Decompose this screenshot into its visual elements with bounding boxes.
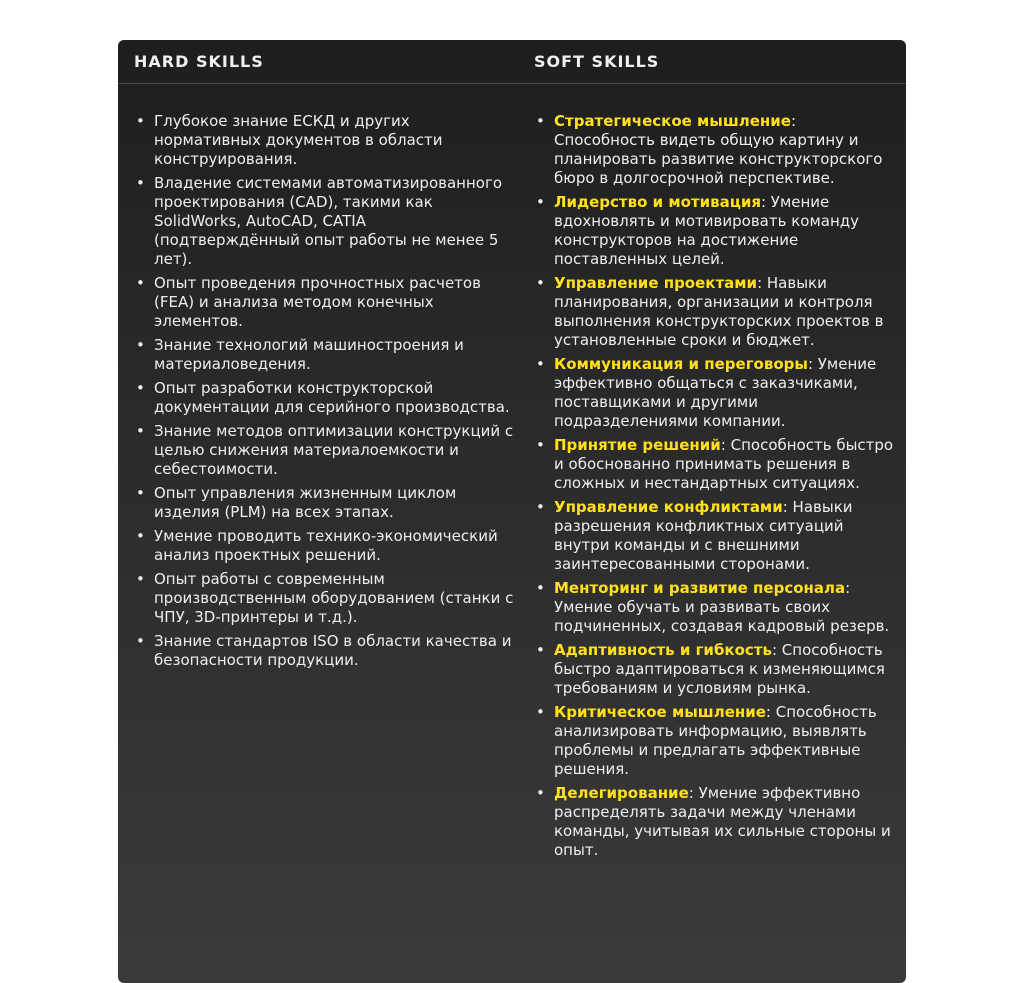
hard-skill-item: • Опыт работы с современным производственным оборудованием (станки с ЧПУ, 3D-принтеры и т.д.). xyxy=(134,570,514,627)
skills-header-row xyxy=(118,40,906,84)
soft-skill-name: Управление проектами xyxy=(554,274,758,292)
soft-skill-desc: : Умение обучать и развивать своих подчиненных, создавая кадровый резерв. xyxy=(554,579,890,635)
hard-skill-item: • Знание стандартов ISO в области качества и безопасности продукции. xyxy=(134,632,514,670)
soft-skill-name: Лидерство и мотивация xyxy=(554,193,761,211)
soft-skill-desc: : Способность быстро адаптироваться к изменяющимся требованиям и условиям рынка. xyxy=(554,641,885,697)
soft-skill-desc: : Способность видеть общую картину и планировать развитие конструкторского бюро в долгосрочной перспективе. xyxy=(554,112,883,187)
soft-skill-desc: : Умение эффективно распределять задачи между членами команды, учитывая их сильные стороны и опыт. xyxy=(554,784,891,859)
soft-skills-title: SOFT SKILLS xyxy=(534,52,660,71)
soft-skill-item xyxy=(534,703,896,779)
soft-skill-item xyxy=(534,112,896,188)
hard-skill-item: • Глубокое знание ЕСКД и других нормативных документов в области конструирования. xyxy=(134,112,514,169)
soft-skill-item xyxy=(534,193,896,269)
hard-skills-list xyxy=(134,112,514,675)
soft-skill-name: Критическое мышление xyxy=(554,703,766,721)
soft-skill-name: Адаптивность и гибкость xyxy=(554,641,772,659)
hard-skill-item: • Опыт проведения прочностных расчетов (FEA) и анализа методом конечных элементов. xyxy=(134,274,514,331)
hard-skill-item: • Знание технологий машиностроения и материаловедения. xyxy=(134,336,514,374)
soft-skill-name: Стратегическое мышление xyxy=(554,112,791,130)
soft-skill-item xyxy=(534,579,896,636)
soft-skill-item xyxy=(534,436,896,493)
soft-skill-name: Менторинг и развитие персонала xyxy=(554,579,846,597)
hard-skill-item: • Умение проводить технико-экономический анализ проектных решений. xyxy=(134,527,514,565)
soft-skill-name: Делегирование xyxy=(554,784,689,802)
hard-skill-item: • Владение системами автоматизированного проектирования (CAD), такими как SolidWorks, AutoCAD, CATIA (подтверждённый опыт работы не менее 5 лет). xyxy=(134,174,514,269)
skills-card xyxy=(118,40,906,983)
soft-skill-item xyxy=(534,498,896,574)
soft-skill-item xyxy=(534,274,896,350)
soft-skill-item xyxy=(534,641,896,698)
hard-skill-item: • Опыт разработки конструкторской документации для серийного производства. xyxy=(134,379,514,417)
soft-skill-item xyxy=(534,355,896,431)
soft-skill-desc: : Способность анализировать информацию, выявлять проблемы и предлагать эффективные решения. xyxy=(554,703,877,778)
soft-skills-list xyxy=(534,112,896,865)
hard-skills-title: HARD SKILLS xyxy=(134,52,264,71)
soft-skill-desc: : Навыки разрешения конфликтных ситуаций внутри команды и с внешними заинтересованными сторонами. xyxy=(554,498,853,573)
hard-skill-item: • Знание методов оптимизации конструкций с целью снижения материалоемкости и себестоимости. xyxy=(134,422,514,479)
soft-skill-desc: : Способность быстро и обоснованно принимать решения в сложных и нестандартных ситуациях. xyxy=(554,436,894,492)
soft-skill-name: Принятие решений xyxy=(554,436,721,454)
soft-skill-item xyxy=(534,784,896,860)
soft-skill-name: Управление конфликтами xyxy=(554,498,783,516)
soft-skill-desc: : Умение вдохновлять и мотивировать команду конструкторов на достижение поставленных целей. xyxy=(554,193,860,268)
soft-skill-name: Коммуникация и переговоры xyxy=(554,355,808,373)
hard-skill-item: • Опыт управления жизненным циклом изделия (PLM) на всех этапах. xyxy=(134,484,514,522)
soft-skill-desc: : Умение эффективно общаться с заказчиками, поставщиками и другими подразделениями компании. xyxy=(554,355,877,430)
soft-skill-desc: : Навыки планирования, организации и контроля выполнения конструкторских проектов в установленные сроки и бюджет. xyxy=(554,274,884,349)
